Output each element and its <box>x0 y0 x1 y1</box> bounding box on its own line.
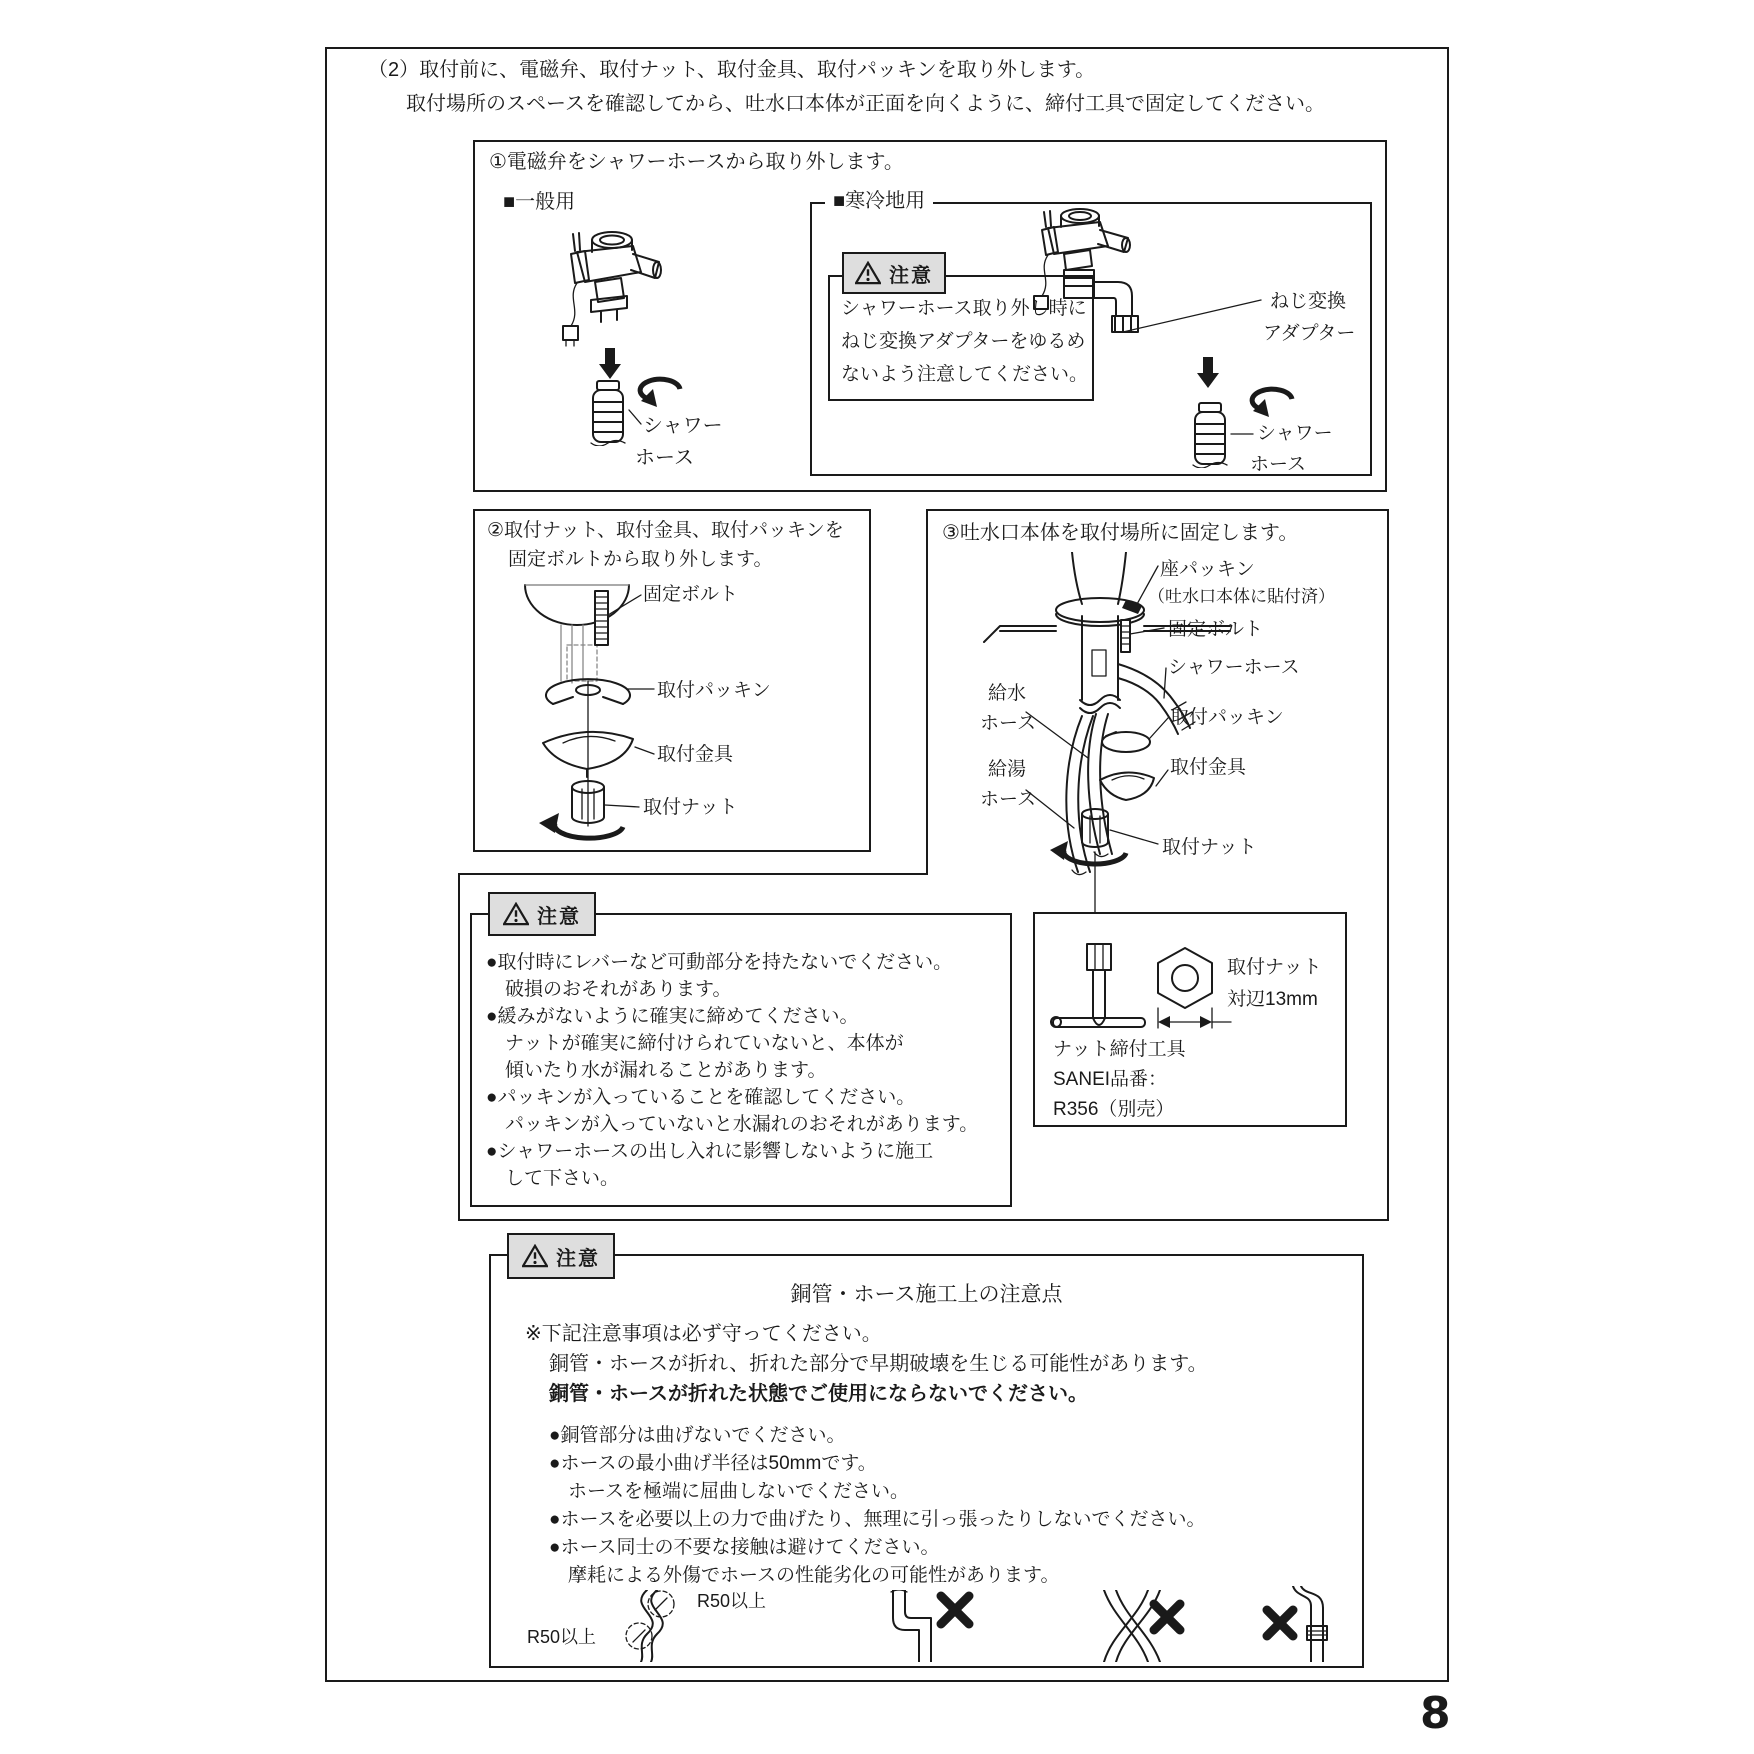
step3-box-left-edge <box>926 509 928 875</box>
bottom-bullet-2: ホースを極端に屈曲しないでください。 <box>549 1481 910 1502</box>
tool-nut-label-1: 取付ナット <box>1227 957 1322 978</box>
cold-warn-line-2: ねじ変換アダプターをゆるめ <box>841 331 1086 352</box>
step2-label-bolt: 固定ボルト <box>643 584 739 605</box>
mid-caution-line-5: ●パッキンが入っていることを確認してください。 <box>486 1087 916 1108</box>
solenoid-valve-general-icon <box>537 226 667 348</box>
rotate-arrow-icon <box>635 375 685 409</box>
bottom-bullet-3: ●ホースを必要以上の力で曲げたり、無理に引っ張ったりしないでください。 <box>549 1509 1206 1530</box>
step3-label-hot-1: 給湯 <box>988 759 1027 780</box>
step1-hose-label-1: シャワー <box>643 415 723 437</box>
tool-nut-label-2: 対辺13mm <box>1227 989 1318 1010</box>
step1-hose2-label-1: シャワー <box>1257 423 1333 444</box>
bottom-bullet-1: ●ホースの最小曲げ半径は50mmです。 <box>549 1453 877 1474</box>
warning-triangle-icon <box>503 902 529 926</box>
r50-label-left: R50以上 <box>527 1627 597 1647</box>
caution-badge-label: 注意 <box>889 264 933 287</box>
warning-triangle-icon <box>522 1244 548 1268</box>
step1-hose2-label-2: ホース <box>1250 454 1307 475</box>
mid-caution-line-7: ●シャワーホースの出し入れに影響しないように施工 <box>486 1141 934 1162</box>
caution-badge-label: 注意 <box>537 905 581 928</box>
step3-label-nut: 取付ナット <box>1162 837 1257 858</box>
page-number: 8 <box>1420 1688 1451 1739</box>
down-arrow-icon <box>599 348 621 379</box>
step3-label-fitting: 取付金具 <box>1170 757 1247 778</box>
intro-line-1: （2）取付前に、電磁弁、取付ナット、取付金具、取付パッキンを取り外します。 <box>368 59 1096 81</box>
intro-line-2: 取付場所のスペースを確認してから、吐水口本体が正面を向くように、締付工具で固定してください。 <box>406 93 1325 115</box>
step3-label-shower-hose: シャワーホース <box>1168 657 1300 678</box>
cold-warn-line-3: ないよう注意してください。 <box>841 364 1089 385</box>
tool-box <box>1033 912 1347 1127</box>
step3-label-bolt: 固定ボルト <box>1168 619 1264 640</box>
mid-caution-line-4: 傾いたり水が漏れることがあります。 <box>486 1060 827 1081</box>
step3-label-supply-2: ホース <box>980 713 1037 734</box>
down-arrow-icon <box>1197 357 1219 388</box>
step1-cold-heading: ■寒冷地用 <box>825 189 933 214</box>
mid-caution-line-2: ●緩みがないように確実に締めてください。 <box>486 1006 859 1027</box>
step3-label-packing: 取付パッキン <box>1170 707 1284 728</box>
caution-badge-label: 注意 <box>556 1247 600 1270</box>
step2-box <box>473 509 871 852</box>
step2-label-packing: 取付パッキン <box>657 680 771 701</box>
bottom-caution-title: 銅管・ホース施工上の注意点 <box>790 1283 1063 1306</box>
step1-general-heading: ■一般用 <box>503 191 576 213</box>
step1-hose-label-2: ホース <box>635 447 694 469</box>
bottom-bullet-0: ●銅管部分は曲げないでください。 <box>549 1425 846 1446</box>
mid-caution-line-6: パッキンが入っていないと水漏れのおそれがあります。 <box>486 1114 979 1135</box>
solenoid-valve-cold-icon <box>1002 204 1162 352</box>
bottom-note-3: 銅管・ホースが折れた状態でご使用にならないでください。 <box>549 1383 1088 1405</box>
step1-box <box>473 140 1387 492</box>
step2-label-nut: 取付ナット <box>643 797 738 818</box>
bottom-bullet-5: 摩耗による外傷でホースの性能劣化の可能性があります。 <box>549 1565 1060 1586</box>
hose-kinked-bad-icon <box>1259 1586 1351 1662</box>
bottom-caution-box <box>489 1254 1364 1668</box>
hoses-crossing-bad-icon <box>1086 1590 1186 1662</box>
step2-title-2: 固定ボルトから取り外します。 <box>508 549 773 570</box>
adapter-label-1: ねじ変換 <box>1270 291 1347 312</box>
step3-title: ③吐水口本体を取付場所に固定します。 <box>942 522 1299 544</box>
mid-caution-line-3: ナットが確実に締付けられていないと、本体が <box>486 1033 904 1054</box>
step2-title-1: ②取付ナット、取付金具、取付パッキンを <box>487 520 844 541</box>
mid-caution-line-1: 破損のおそれがあります。 <box>486 979 732 1000</box>
bottom-bullet-4: ●ホース同士の不要な接触は避けてください。 <box>549 1537 940 1558</box>
caution-badge-bottom <box>507 1233 615 1279</box>
bottom-note-2: 銅管・ホースが折れ、折れた部分で早期破壊を生じる可能性があります。 <box>549 1353 1208 1375</box>
shower-hose-icon <box>1187 402 1233 468</box>
step3-label-hot-2: ホース <box>980 789 1037 810</box>
step1-title: ①電磁弁をシャワーホースから取り外します。 <box>489 151 904 173</box>
bottom-note-1: ※下記注意事項は必ず守ってください。 <box>525 1323 882 1345</box>
shower-hose-icon <box>585 380 631 446</box>
warning-triangle-icon <box>855 261 881 285</box>
caution-badge-cold <box>842 252 946 294</box>
tool-brand: SANEI品番： <box>1053 1069 1168 1090</box>
hex-nut-dimension-icon <box>1135 944 1235 1036</box>
cold-warn-line-1: シャワーホース取り外し時に <box>841 298 1087 319</box>
tool-name: ナット締付工具 <box>1053 1039 1186 1060</box>
caution-badge-mid <box>488 892 596 936</box>
hose-good-bend-icon <box>609 1590 695 1662</box>
hose-sharp-bend-bad-icon <box>879 1590 975 1662</box>
adapter-label-2: アダプター <box>1263 323 1356 344</box>
mid-caution-line-0: ●取付時にレバーなど可動部分を持たないでください。 <box>486 952 953 973</box>
mid-caution-line-8: して下さい。 <box>486 1168 620 1189</box>
step3-label-seat-packing-2: （吐水口本体に貼付済） <box>1148 587 1335 606</box>
rotate-arrow-icon <box>1247 385 1297 419</box>
tool-part-no: R356（別売） <box>1053 1099 1175 1120</box>
step3-label-seat-packing-1: 座パッキン <box>1160 559 1255 580</box>
step2-label-fitting: 取付金具 <box>657 744 734 765</box>
step3-label-supply-1: 給水 <box>988 683 1027 704</box>
r50-label-top: R50以上 <box>697 1591 767 1611</box>
